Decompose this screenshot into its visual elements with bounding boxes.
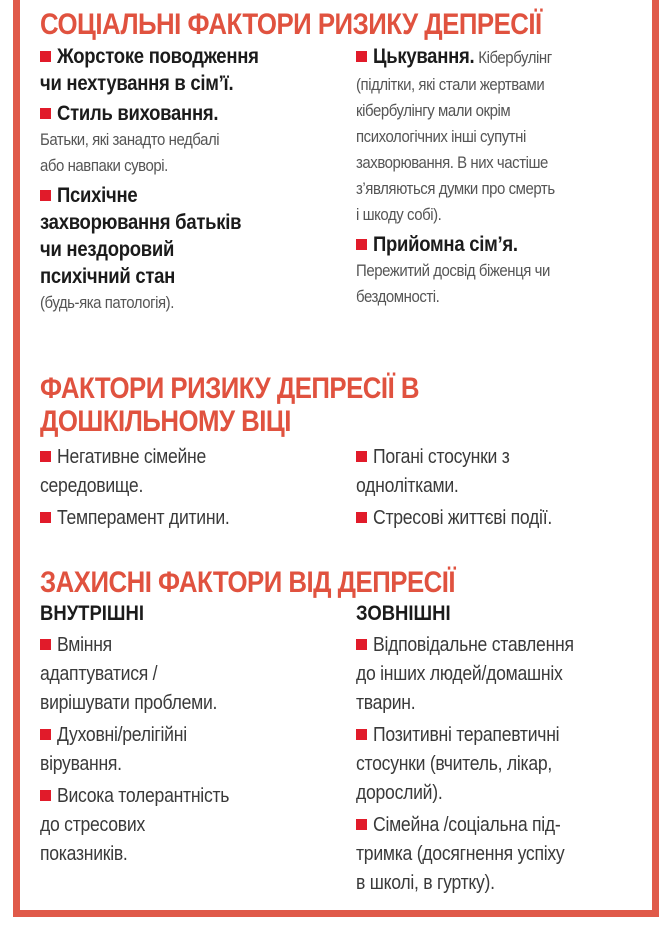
item-heading: Психічне bbox=[57, 184, 138, 207]
bullet-square-icon bbox=[40, 729, 51, 740]
bullet-square-icon bbox=[356, 451, 367, 462]
bullet-square-icon bbox=[356, 512, 367, 523]
preschool-right-column bbox=[356, 443, 646, 533]
item-text: Духовні/релігійні bbox=[57, 724, 187, 746]
bullet-square-icon bbox=[40, 190, 51, 201]
list-item bbox=[40, 443, 340, 501]
subheading-internal: ВНУТРІШНІ bbox=[40, 602, 144, 625]
item-text: середовище. bbox=[40, 475, 144, 497]
section-title-preschool-l1: ФАКТОРИ РИЗИКУ ДЕПРЕСІЇ В bbox=[40, 372, 419, 405]
social-right-column bbox=[356, 43, 646, 310]
item-text: захворювання. В них частіше bbox=[356, 153, 548, 172]
item-text: Батьки, які занадто недбалі bbox=[40, 130, 220, 149]
list-item bbox=[40, 43, 340, 97]
item-text: тримка (досягнення успіху bbox=[356, 843, 565, 865]
item-text: психологічних інші супутні bbox=[356, 127, 526, 146]
item-text: Стресові життєві події. bbox=[373, 507, 552, 529]
item-text: до інших людей/домашніх bbox=[356, 663, 563, 685]
item-heading: Прийомна сім’я. bbox=[373, 233, 518, 256]
item-text: Висока толерантність bbox=[57, 785, 230, 807]
list-item bbox=[356, 231, 646, 310]
item-text: вирішувати проблеми. bbox=[40, 692, 218, 714]
section-title-social: СОЦІАЛЬНІ ФАКТОРИ РИЗИКУ ДЕПРЕСІЇ bbox=[40, 8, 542, 41]
social-left-column bbox=[40, 43, 340, 316]
item-text: стосунки (вчитель, лікар, bbox=[356, 753, 553, 775]
bullet-square-icon bbox=[40, 51, 51, 62]
item-text: Пережитий досвід біженця чи bbox=[356, 261, 550, 280]
preschool-left-column bbox=[40, 443, 340, 533]
list-item bbox=[356, 43, 646, 228]
section-title-preschool-l2: ДОШКІЛЬНОМУ ВІЦІ bbox=[40, 405, 291, 438]
bullet-square-icon bbox=[40, 512, 51, 523]
bullet-square-icon bbox=[40, 790, 51, 801]
item-text: до стресових bbox=[40, 814, 145, 836]
protective-external-column bbox=[356, 601, 646, 898]
item-text: Відповідальне ставлення bbox=[373, 634, 574, 656]
item-text: однолітками. bbox=[356, 475, 459, 497]
item-text: адаптуватися / bbox=[40, 663, 158, 685]
item-heading: Цькування. bbox=[373, 45, 475, 68]
item-text: Кібербулінг bbox=[478, 48, 552, 67]
item-text: (будь-яка патологія). bbox=[40, 293, 174, 312]
section-preschool-risk-factors bbox=[40, 372, 640, 529]
bullet-square-icon bbox=[40, 451, 51, 462]
bullet-square-icon bbox=[356, 819, 367, 830]
list-item bbox=[40, 721, 340, 779]
item-text: бездомності. bbox=[356, 287, 440, 306]
item-text: (підлітки, які стали жертвами bbox=[356, 75, 545, 94]
subheading-external: ЗОВНІШНІ bbox=[356, 602, 451, 625]
protective-internal-column bbox=[40, 601, 340, 869]
item-text: Погані стосунки з bbox=[373, 446, 510, 468]
item-heading: захворювання батьків bbox=[40, 211, 242, 234]
item-text: дорослий). bbox=[356, 782, 443, 804]
item-text: Темперамент дитини. bbox=[57, 507, 230, 529]
item-heading: чи нездоровий bbox=[40, 238, 175, 261]
item-text: показників. bbox=[40, 843, 128, 865]
item-heading: психічний стан bbox=[40, 265, 176, 288]
list-item bbox=[356, 631, 646, 718]
item-text: Позитивні терапевтичні bbox=[373, 724, 560, 746]
bullet-square-icon bbox=[40, 108, 51, 119]
list-item bbox=[356, 811, 646, 898]
item-text: Вміння bbox=[57, 634, 112, 656]
item-heading: Жорстоке поводження bbox=[57, 45, 259, 68]
list-item bbox=[40, 782, 340, 869]
section-title-protective: ЗАХИСНІ ФАКТОРИ ВІД ДЕПРЕСІЇ bbox=[40, 566, 456, 599]
list-item bbox=[40, 631, 340, 718]
bullet-square-icon bbox=[356, 239, 367, 250]
item-text: Негативне сімейне bbox=[57, 446, 207, 468]
bullet-square-icon bbox=[40, 639, 51, 650]
list-item bbox=[356, 443, 646, 501]
item-heading: чи нехтування в сім’ї. bbox=[40, 72, 234, 95]
item-text: або навпаки суворі. bbox=[40, 156, 168, 175]
bullet-square-icon bbox=[356, 639, 367, 650]
item-text: тварин. bbox=[356, 692, 416, 714]
item-text: Сімейна /соціальна під- bbox=[373, 814, 561, 836]
list-item bbox=[40, 100, 340, 179]
item-text: з’являються думки про смерть bbox=[356, 179, 555, 198]
section-protective-factors bbox=[40, 566, 640, 894]
item-heading: Стиль виховання. bbox=[57, 102, 219, 125]
list-item bbox=[356, 721, 646, 808]
item-text: кібербулінгу мали окрім bbox=[356, 101, 511, 120]
list-item bbox=[356, 504, 646, 533]
bullet-square-icon bbox=[356, 729, 367, 740]
bullet-square-icon bbox=[356, 51, 367, 62]
list-item bbox=[40, 504, 340, 533]
item-text: в школі, в гуртку). bbox=[356, 872, 495, 894]
item-text: вірування. bbox=[40, 753, 122, 775]
list-item bbox=[40, 182, 340, 316]
item-text: і шкоду собі). bbox=[356, 205, 442, 224]
section-social-risk-factors bbox=[40, 8, 640, 312]
